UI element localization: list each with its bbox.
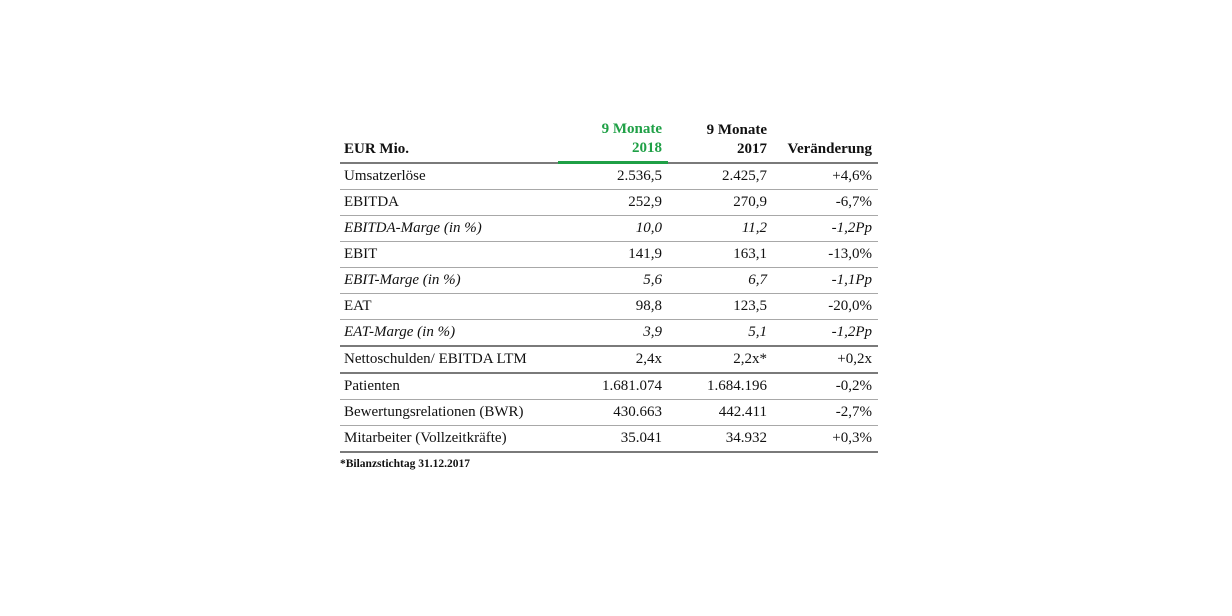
- header-previous-period-line1: 9 Monate: [706, 121, 767, 138]
- table-row-mitarbeiter: [340, 426, 878, 453]
- header-current-period: [558, 116, 668, 163]
- row-current-value: 35.041: [620, 430, 662, 446]
- table-row-eat: [340, 294, 878, 320]
- row-current-value: 5,6: [643, 272, 662, 288]
- table-row-bewertungsrelationen: [340, 400, 878, 426]
- table-row-nettoschulden: [340, 346, 878, 373]
- row-previous-value: 6,7: [748, 272, 767, 288]
- row-current-value: 3,9: [643, 324, 662, 340]
- row-change-value: -0,2%: [835, 378, 872, 394]
- row-previous-value: 5,1: [748, 324, 767, 340]
- row-previous-value: 270,9: [733, 194, 767, 210]
- row-label: EBIT-Marge (in %): [344, 272, 461, 288]
- row-previous-value: 123,5: [733, 298, 767, 314]
- table-row-ebitda-marge: [340, 216, 878, 242]
- row-previous-value: 11,2: [741, 220, 767, 236]
- table-row-ebit-marge: [340, 268, 878, 294]
- table-header-row: [340, 116, 878, 163]
- header-current-period-line2: 2018: [632, 140, 662, 156]
- row-previous-value: 2.425,7: [722, 167, 767, 184]
- header-previous-period: [668, 116, 773, 163]
- row-label: EBIT: [344, 246, 378, 262]
- row-label: EAT-Marge (in %): [344, 324, 456, 340]
- row-change-value: -6,7%: [835, 194, 872, 210]
- row-change-value: -1,2Pp: [831, 324, 872, 340]
- row-change-value: +0,2x: [837, 351, 872, 367]
- header-unit-label: EUR Mio.: [344, 140, 409, 157]
- row-change-value: +0,3%: [832, 430, 872, 446]
- row-previous-value: 163,1: [733, 246, 767, 262]
- row-label: Patienten: [344, 378, 400, 394]
- row-current-value: 10,0: [635, 220, 662, 236]
- row-current-value: 2.536,5: [617, 168, 662, 184]
- row-label: EBITDA: [344, 194, 399, 210]
- table-row-eat-marge: [340, 320, 878, 347]
- row-current-value: 430.663: [613, 404, 662, 420]
- row-current-value: 98,8: [635, 298, 662, 314]
- row-label: Umsatzerlöse: [344, 167, 426, 184]
- header-current-period-line1: 9 Monate: [601, 121, 662, 137]
- header-change: Veränderung: [787, 140, 872, 157]
- row-previous-value: 442.411: [718, 404, 767, 420]
- row-label: Bewertungsrelationen (BWR): [344, 404, 524, 420]
- row-change-value: -1,2Pp: [831, 220, 872, 236]
- header-previous-period-line2: 2017: [737, 140, 767, 157]
- footnote: *Bilanzstichtag 31.12.2017: [340, 458, 471, 470]
- row-current-value: 141,9: [628, 246, 662, 262]
- row-current-value: 2,4x: [635, 351, 662, 367]
- row-change-value: -2,7%: [835, 404, 872, 420]
- row-previous-value: 34.932: [725, 430, 767, 446]
- row-change-value: -1,1Pp: [831, 272, 872, 288]
- row-label: Nettoschulden/ EBITDA LTM: [344, 351, 527, 367]
- table-row-umsatzerloese: [340, 163, 878, 190]
- financial-kpi-table: [340, 116, 878, 453]
- row-label: EAT: [344, 298, 372, 314]
- table-row-ebitda: [340, 190, 878, 216]
- row-label: Mitarbeiter (Vollzeitkräfte): [344, 430, 507, 446]
- row-label: EBITDA-Marge (in %): [344, 220, 482, 236]
- row-current-value: 252,9: [628, 194, 662, 210]
- table-row-patienten: [340, 373, 878, 400]
- financial-kpi-table-container: [340, 116, 878, 453]
- row-change-value: +4,6%: [832, 167, 872, 184]
- row-change-value: -13,0%: [828, 246, 872, 262]
- row-previous-value: 1.684.196: [707, 378, 767, 394]
- row-previous-value: 2,2x*: [733, 351, 767, 367]
- row-change-value: -20,0%: [828, 298, 872, 314]
- row-current-value: 1.681.074: [602, 378, 662, 394]
- table-row-ebit: [340, 242, 878, 268]
